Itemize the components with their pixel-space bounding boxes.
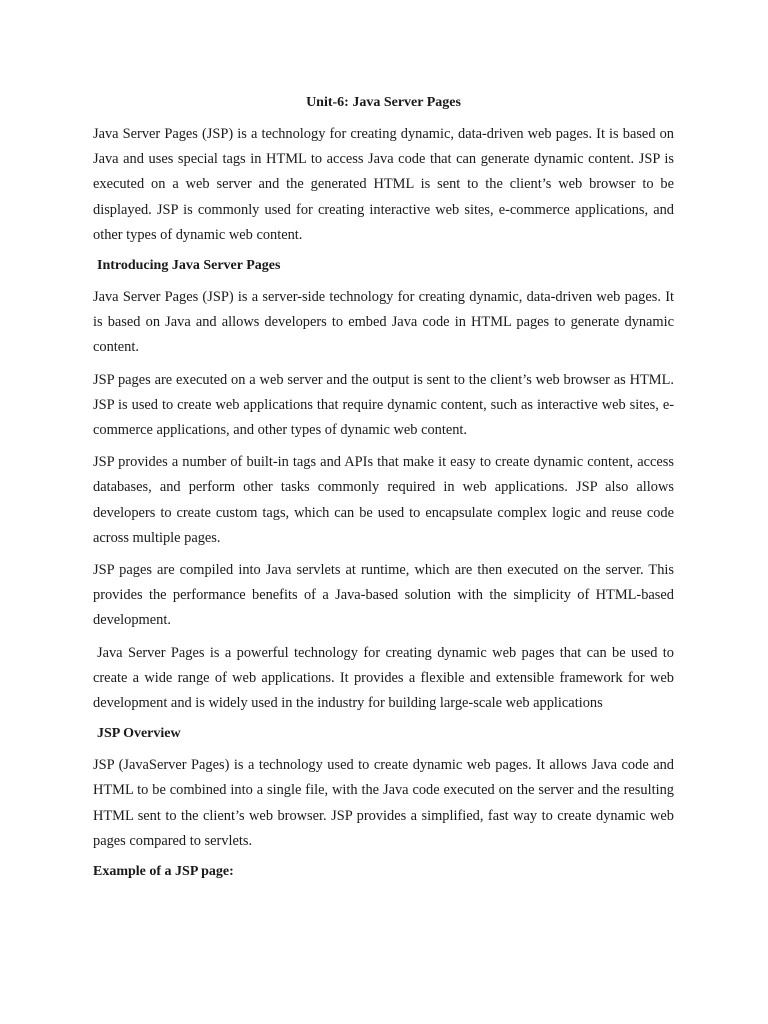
intro-paragraph: Java Server Pages (JSP) is a technology for creating dynamic, data-driven web pages. It is based on Java and uses special tags in HTML to access Java code that can generate dynamic content. JSP is executed on a web server and the generated HTML is sent to the client’s web browser to be displayed. JSP is commonly used for creating interactive web sites, e-commerce applications, and other types of dynamic web content. xyxy=(93,126,674,243)
paragraph: JSP pages are compiled into Java servlets at runtime, which are then executed on the server. This provides the performance benefits of a Java-based solution with the simplicity of HTML-based development. xyxy=(93,562,674,629)
document-title: Unit-6: Java Server Pages xyxy=(306,95,461,110)
paragraph: Java Server Pages (JSP) is a server-side technology for creating dynamic, data-driven web pages. It is based on Java and allows developers to embed Java code in HTML pages to generate dynamic content. xyxy=(93,289,674,356)
paragraph: JSP provides a number of built-in tags and APIs that make it easy to create dynamic content, access databases, and perform other tasks commonly required in web applications. JSP also allows developers to create custom tags, which can be used to encapsulate complex logic and reuse code across multiple pages. xyxy=(93,454,674,546)
document-page xyxy=(93,92,674,891)
paragraph: Java Server Pages is a powerful technology for creating dynamic web pages that can be used to create a wide range of web applications. It provides a flexible and extensible framework for web development and is widely used in the industry for building large-scale web applications xyxy=(93,644,674,712)
section-heading-example: Example of a JSP page: xyxy=(93,864,234,880)
paragraph: JSP pages are executed on a web server and the output is sent to the client’s web browser as HTML. JSP is used to create web applications that require dynamic content, such as interactive web sites, e-commerce applications, and other types of dynamic web content. xyxy=(93,371,674,439)
section-heading-jsp-overview: JSP Overview xyxy=(97,726,181,742)
paragraph: JSP (JavaServer Pages) is a technology used to create dynamic web pages. It allows Java code and HTML to be combined into a single file, with the Java code executed on the server and the resulting HTML sent to the client’s web browser. JSP provides a simplified, fast way to create dynamic web pages compared to servlets. xyxy=(93,757,674,849)
section-heading-introducing-jsp: Introducing Java Server Pages xyxy=(97,258,281,274)
